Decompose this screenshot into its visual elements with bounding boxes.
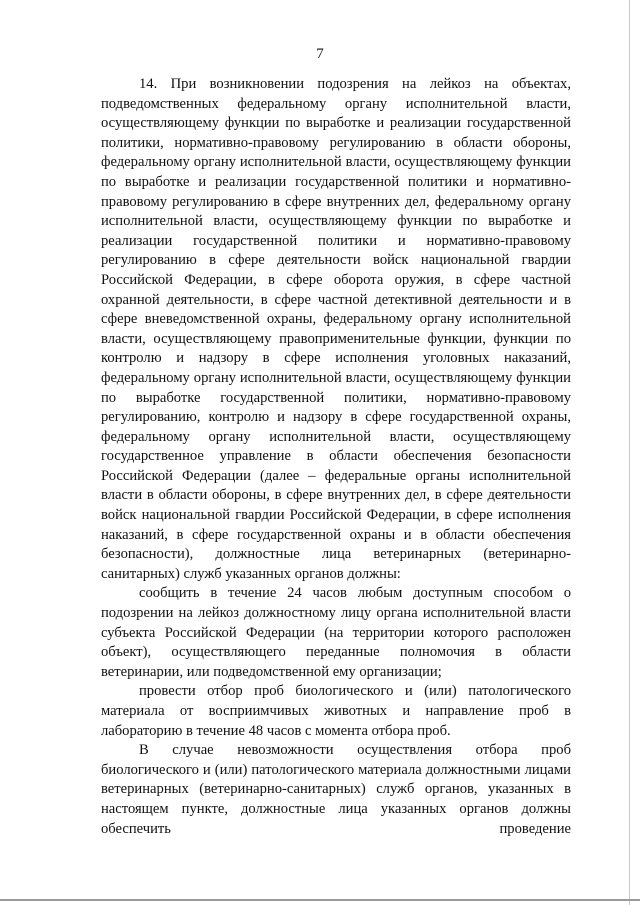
paragraph-14-main: 14. При возникновении подозрения на лейкоз на объектах, подведомственных федеральному органу исполнительной власти, осуществляющему функции по выработке и реализации государственной политики, нормативно-правовому регулированию в области обороны, федеральному органу исполнительной власти, осуществляющему функции по выработке и реализации государственной политики и нормативно-правовому регулированию в сфере внутренних дел, федеральному органу исполнительной власти, осуществляющему функции по выработке и реализации государственной политики и нормативно-правовому регулированию в сфере деятельности войск национальной гвардии Российской Федерации, в сфере оборота оружия, в сфере частной охранной деятельности, в сфере частной детективной деятельности и в сфере вневедомственной охраны, федеральному органу исполнительной власти, осуществляющему правоприменительные функции, функции по контролю и надзору в сфере исполнения уголовных наказаний, федеральному органу исполнительной власти, осуществляющему функции по выработке государственной политики, нормативно-правовому регулированию, контролю и надзору в сфере государственной охраны, федеральному органу исполнительной власти, осуществляющему государственное управление в области обеспечения безопасности Российской Федерации (далее – федеральные органы исполнительной власти в области обороны, в сфере внутренних дел, в сфере деятельности войск национальной гвардии Российской Федерации, в сфере исполнения наказаний, в сфере государственной охраны и в области обеспечения безопасности), должностные лица ветеринарных (ветеринарно-санитарных) служб указанных органов должны: xyxy=(101,76,571,582)
page-number: 7 xyxy=(316,46,324,62)
paragraph-sampling: провести отбор проб биологического и (или) патологического материала от восприимчивых животных и направление проб в лабораторию в течение 48 часов с момента отбора проб. xyxy=(101,683,571,739)
document-body xyxy=(101,75,571,839)
paragraph-impossibility: В случае невозможности осуществления отбора проб биологического и (или) патологического материала должностными лицами ветеринарных (ветеринарно-санитарных) служб органов, указанных в настоящем пункте, должностные лица указанных органов должны обеспечить проведение xyxy=(101,742,571,837)
paragraph-report-suspicion: сообщить в течение 24 часов любым доступным способом о подозрении на лейкоз должностному лицу органа исполнительной власти субъекта Российской Федерации (на территории которого расположен объект), осуществляющего переданные полномочия в области ветеринарии, или подведомственной ему организации; xyxy=(101,585,571,680)
scan-edge-line xyxy=(629,0,630,905)
scan-bottom-border xyxy=(0,899,640,901)
